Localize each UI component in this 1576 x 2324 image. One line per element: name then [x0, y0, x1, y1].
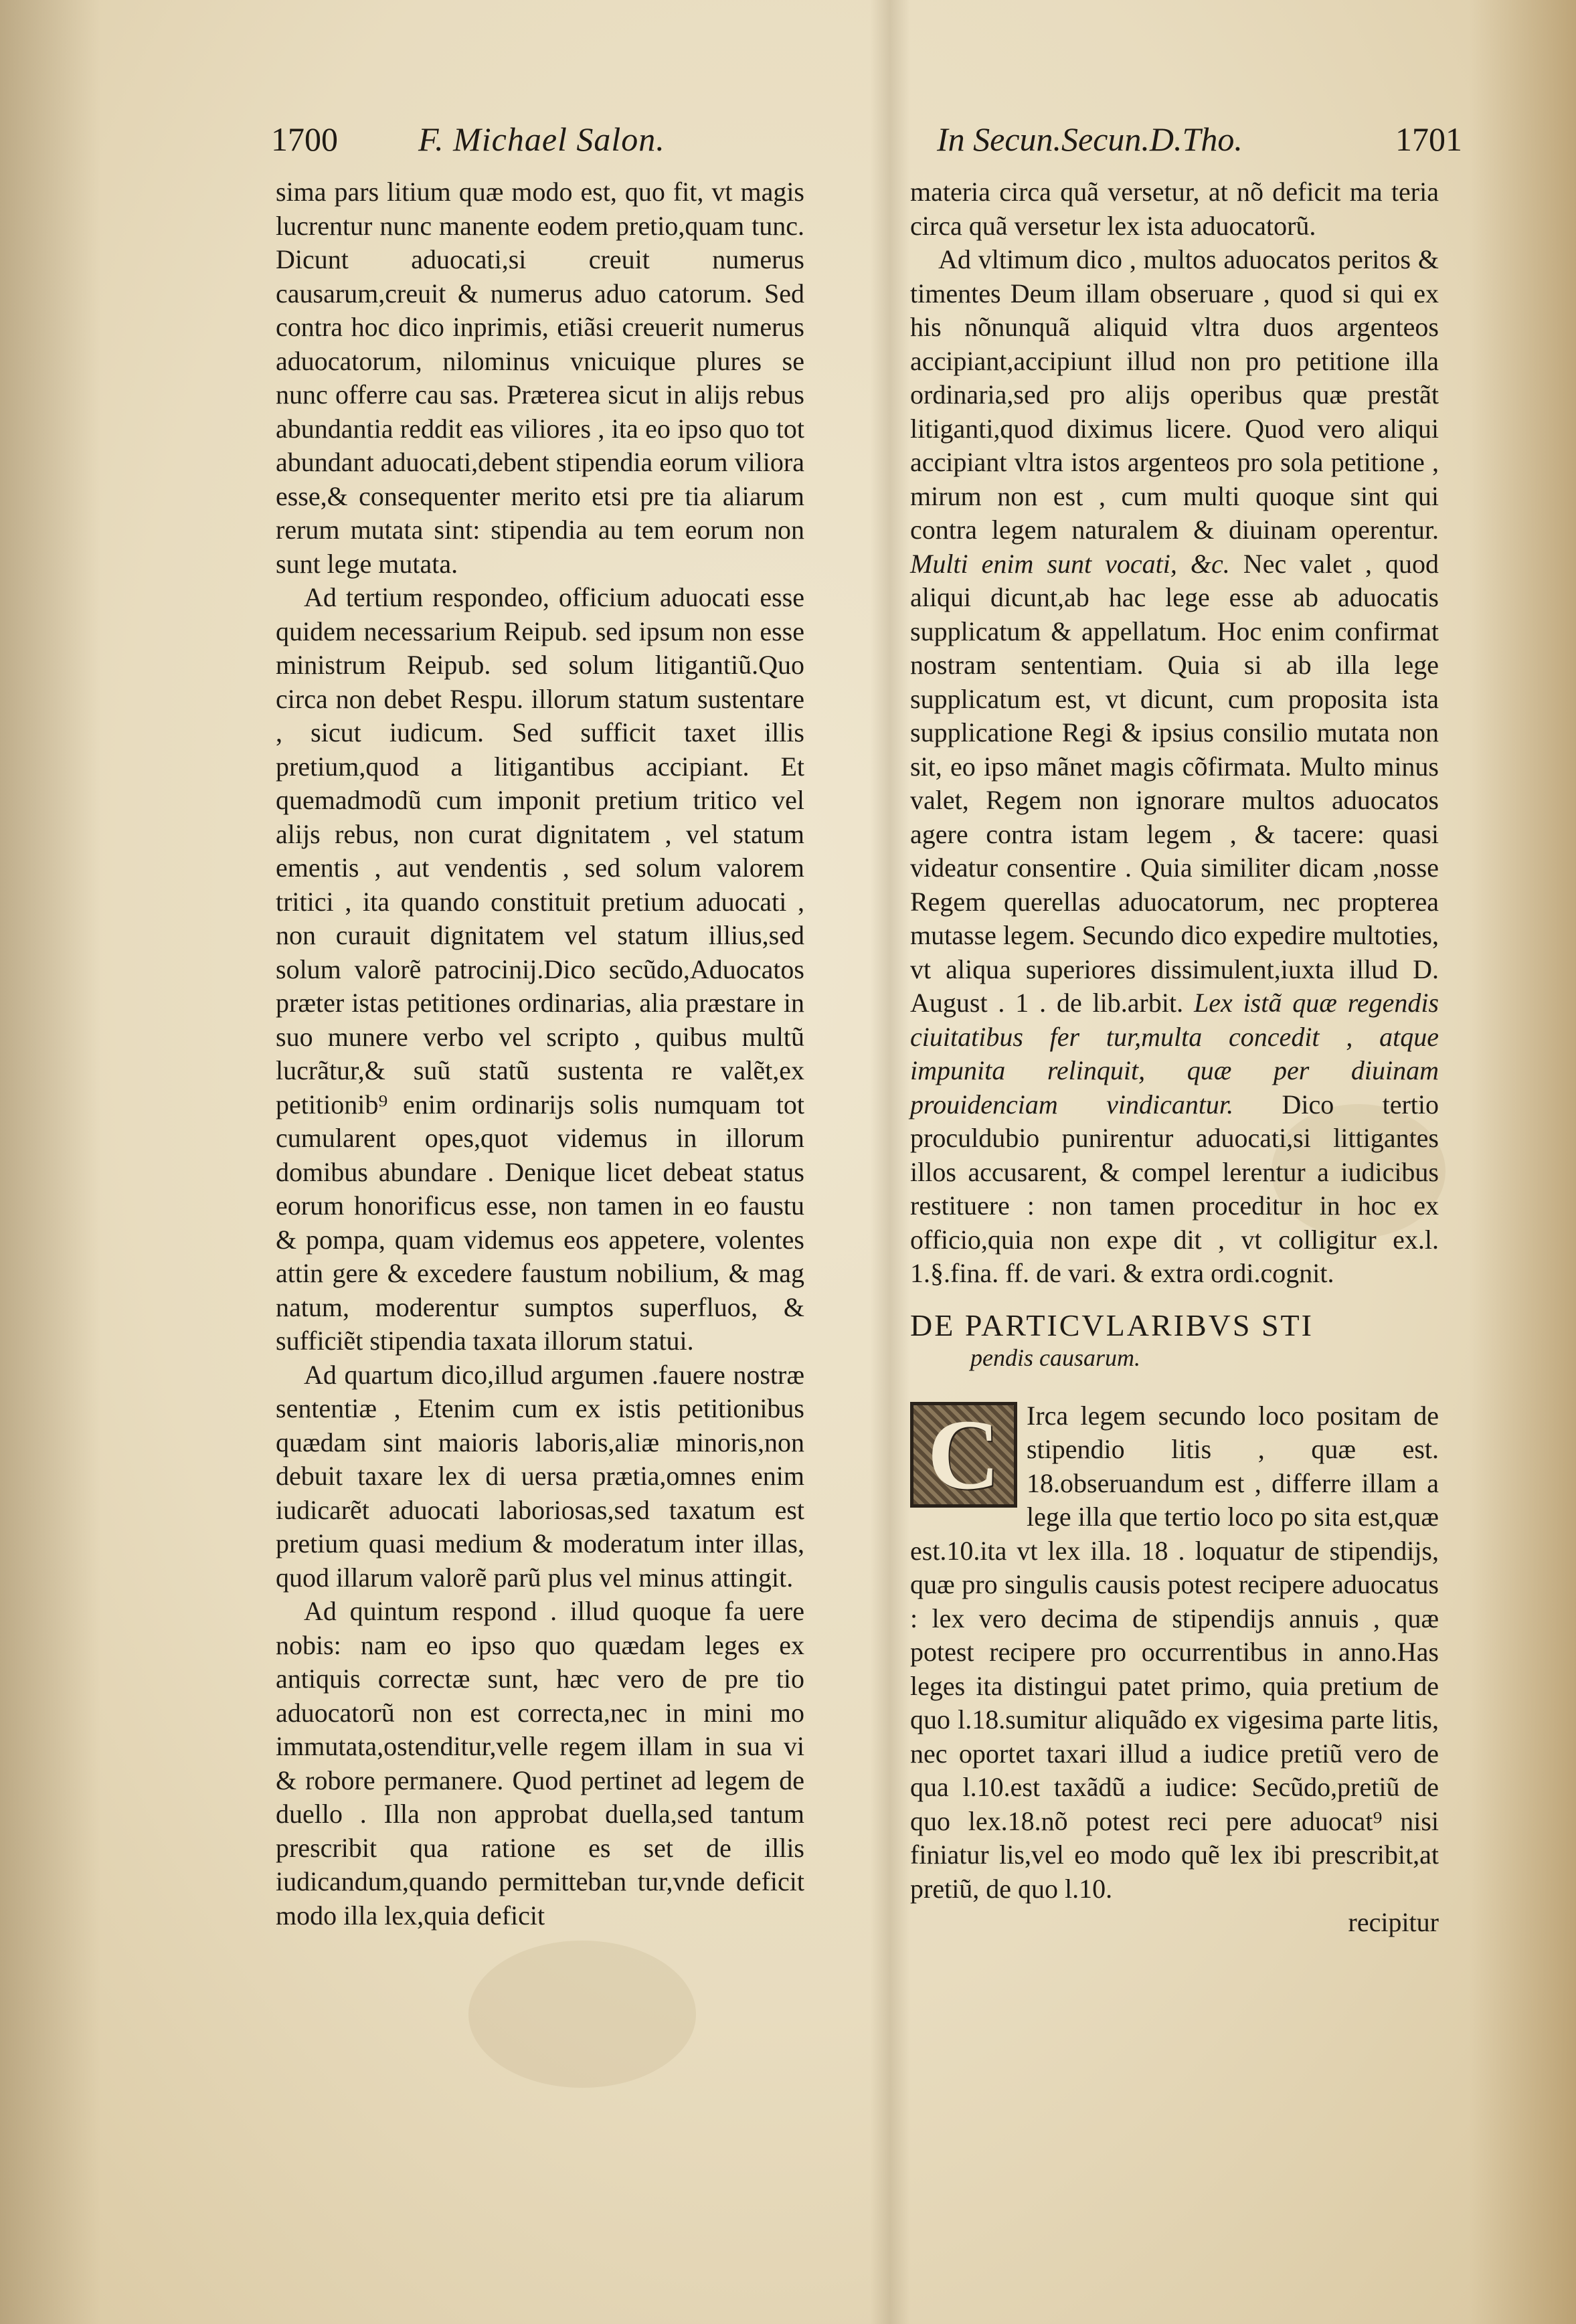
page-number-left: 1700 — [271, 120, 338, 158]
page-number-right: 1701 — [1395, 120, 1462, 158]
binding-gutter — [870, 0, 910, 2324]
paragraph-text: Ad vltimum dico , multos aduocatos peritos & timentes Deum illam obseruare , quod si qui ex his nõnunquã aliquid vltra duos argenteos accipiant,accipiunt illud non pro petitione illa ordinaria,sed pro alijs operibus quæ prestãt litiganti,quod diximus licere. Quod vero aliqui accipiant vltra istos argenteos pro sola petitione , mirum non est , cum multi quoque sint qui contra legem naturalem & diuinam operentur. — [910, 244, 1439, 545]
section-body-text: Irca legem secundo loco positam de stipendio litis , quæ est. 18.obseruandum est , differre illam a lege illa que tertio loco po sita est,quæ est.10.ita vt lex illa. 18 . loquatur de stipendijs, quæ pro singulis causis potest recipere aduocatus : lex vero decima de stipendijs annuis , quæ potest recipere pro occurrentibus in anno.Has leges ita distingui patet primo, quia pretium de quo l.18.sumitur aliquãdo ex vigesima parte litis, nec oportet taxari illud a iudice pretiũ vero de qua l.10.est taxãdũ a iudice: Secũdo,pretiũ de quo lex.18.nõ potest reci pere aduocat⁹ nisi finiatur lis,vel eo modo quẽ lex ibi prescribit,at pretiũ, de quo l.10. — [910, 1400, 1439, 1904]
paragraph-ad-quintum: Ad quintum respond . illud quoque fa uere nobis: nam eo ipso quo quædam leges ex antiquis correctæ sunt, hæc vero de pre tio aduocatorũ non est correcta,nec in mini mo immutata,ostenditur,velle regem illam in sua vi & robore permanere. Quod pertinet ad legem de duello . Illa non approbat duella,sed tantum prescribit qua ratione es set de illis iudicandum,quando permitteban tur,vnde deficit modo illa lex,quia deficit — [276, 1596, 804, 1931]
paragraph-ad-tertium: Ad tertium respondeo, officium aduocati esse quidem necessarium Reipub. sed ipsum non esse ministrum Reipub. sed solum litigantiũ.Quo circa non debet Respu. illorum statum sustentare , sicut iudicum. Sed sufficit taxet illis pretium,quod a litigantibus accipiant. Et quemadmodũ cum imponit pretium tritico vel alijs rebus, non curat dignitatem , vel statum ementis , aut vendentis , sed solum valorem tritici , ita quando constituit pretium aduocati , non curauit dignitatem vel statum illius,sed solum valorẽ patrocinij.Dico secũdo,Aduocatos præter istas petitiones ordinarias, alia præstare in suo munere verbo vel scripto , quibus multũ lucrãtur,& suũ statũ sustenta re valẽt,ex petitionib⁹ enim ordinarijs solis numquam tot cumularent opes,quot videmus in illorum domibus abundare . Denique licet debeat status eorum honorificus esse, non tamen in eo faustu & pompa, quam videmus eos appetere, volentes attin gere & excedere faustum nobilium, & mag natum, moderentur sumptos superfluos, & sufficiẽt stipendia taxata illorum statui. — [276, 582, 804, 1356]
paragraph-ad-quartum: Ad quartum dico,illud argumen .fauere nostræ sententiæ , Etenim cum ex istis petitionibus quædam sint maioris laboris,aliæ minoris,non debuit taxare lex di uersa prætia,omnes enim iudicarẽt aduocati laboriosas,sed taxatum est pretium quasi medium & moderatum inter illas, quod illarum valorẽ parũ plus vel minus attingit. — [276, 1359, 804, 1593]
paragraph-ad-vltimum — [910, 243, 1439, 1291]
page-edge-shadow-right — [1469, 0, 1576, 2324]
augustine-quotation: Lex istã quæ regendis ciuitatibus fer tur,multa concedit , atque impunita relinquit, quæ per diuinam prouidenciam vindicantur. — [910, 988, 1439, 1120]
paragraph-text: Dico tertio proculdubio punirentur aduocati,si littigantes illos accusarent, & compel lerentur a iudicibus restituere : non tamen proceditur in hoc ex officio,quia non expe dit , vt colligitur ex.l. 1.§.fina. ff. de vari. & extra ordi.cognit. — [910, 1089, 1439, 1288]
scripture-citation: Multi enim sunt vocati, &c. — [910, 548, 1230, 579]
paragraph-text: Nec valet , quod aliqui dicunt,ab hac lege esse ab aduocatis supplicatum & appellatum. Hoc enim confirmat nostram sententiam. Quia si ab illa lege supplicatum est, vt dicunt, cum proposita ista supplicatione Regi & ipsius consilio mutata non sit, eo ipso mãnet magis cõfirmata. Multo minus valet, Regem non ignorare multos aduocatos agere contra istam legem , & tacere: quasi videatur consentire . Quia similiter dicam ,nosse Regem querellas aduocatorum, nec propterea mutasse legem. Secundo dico expedire multoties, vt aliqua superiores dissimulent,iuxta illud D. August . 1 . de lib.arbit. — [910, 548, 1439, 1018]
section-body — [910, 1399, 1439, 1906]
decorated-initial — [910, 1399, 1017, 1510]
catchword: recipitur — [1348, 1907, 1439, 1937]
section-subheading: pendis causarum. — [970, 1344, 1140, 1371]
left-text-column — [276, 175, 804, 1933]
paper-stain — [468, 1941, 696, 2088]
paragraph-continuation: sima pars litium quæ modo est, quo fit, vt magis lucrentur nunc manente eodem pretio,quam tunc. Dicunt aduocati,si creuit numerus causarum,creuit & numerus aduo catorum. Sed contra hoc dico inprimis, etiãsi creuerit numerus aduocatorum, nilominus vnicuique plures se nunc offerre cau sas. Præterea sicut in alijs rebus abundantia reddit eas viliores , ita eo ipso quo tot abundant aduocati,debent stipendia eorum viliora esse,& consequenter merito etsi pre tia aliarum rerum mutata sint: stipendia au tem eorum non sunt lege mutata. — [276, 177, 804, 579]
right-text-column — [910, 175, 1439, 1939]
running-head-author: F. Michael Salon. — [418, 120, 665, 158]
page-edge-shadow-left — [0, 0, 100, 2324]
paragraph-continuation: materia circa quã versetur, at nõ deficit ma teria circa quã versetur lex ista aduocatorũ. — [910, 177, 1439, 241]
running-head-title: In Secun.Secun.D.Tho. — [937, 120, 1243, 158]
initial-letter: C — [927, 1399, 1000, 1510]
section-heading: DE PARTICVLARIBVS STI — [910, 1308, 1314, 1342]
